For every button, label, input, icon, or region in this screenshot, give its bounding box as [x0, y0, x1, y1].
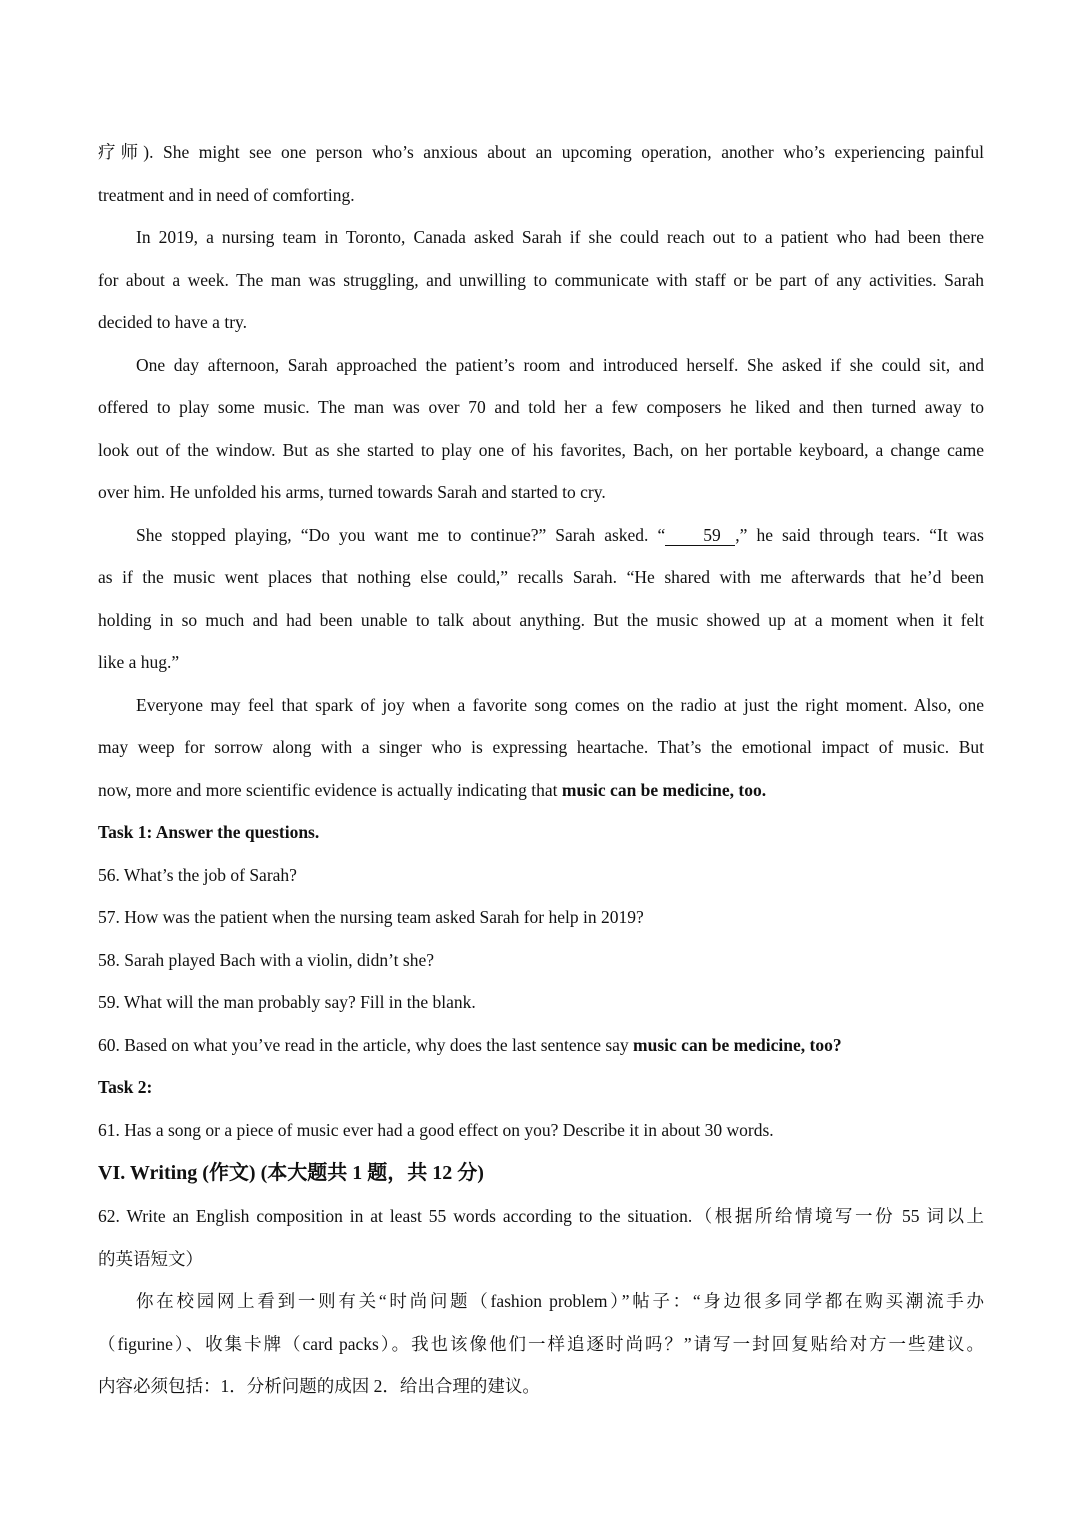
passage-line: In 2019, a nursing team in Toronto, Canada asked Sarah if she could reach out to a patient who had been there	[136, 227, 984, 247]
passage-text: She stopped playing, “Do you want me to continue?” Sarah asked. “	[136, 524, 666, 545]
key-phrase: music can be medicine, too.	[561, 779, 767, 800]
passage-text: now, more and more scientific evidence is actually indicating that	[98, 779, 562, 800]
passage-line: treatment and in need of comforting.	[98, 184, 355, 205]
passage-line: One day afternoon, Sarah approached the patient’s room and introduced herself. She asked if she could sit, and	[136, 354, 984, 375]
question-58: 58. Sarah played Bach with a violin, didn’t she?	[98, 949, 434, 970]
question-text: 60. Based on what you’ve read in the article, why does the last sentence say	[98, 1034, 634, 1055]
task1-heading: Task 1: Answer the questions.	[98, 822, 320, 842]
passage-line: decided to have a try.	[98, 312, 248, 332]
passage-line: for about a week. The man was struggling, and unwilling to communicate with staff or be part of any activities. Sarah	[98, 269, 984, 290]
question-62-cont: 的英语短文）	[98, 1248, 203, 1269]
passage-line: Everyone may feel that spark of joy when a favorite song comes on the radio at just the right moment. Also, one	[136, 694, 984, 715]
writing-prompt: 你在校园网上看到一则有关“时尚问题（fashion problem）”帖子：“身边很多同学都在购买潮流手办	[136, 1291, 984, 1311]
question-56: 56. What’s the job of Sarah?	[98, 864, 297, 885]
passage-line: may weep for sorrow along with a singer who is expressing heartache. That’s the emotional impact of music. But	[98, 737, 984, 757]
writing-prompt: 内容必须包括：1．分析问题的成因 2．给出合理的建议。	[98, 1376, 540, 1396]
passage-line: over him. He unfolded his arms, turned towards Sarah and started to cry.	[98, 482, 606, 502]
passage-line	[98, 769, 984, 812]
writing-section-heading: VI. Writing (作文) (本大题共 1 题，共 12 分)	[98, 1162, 484, 1184]
question-61: 61. Has a song or a piece of music ever had a good effect on you? Describe it in about 30 words.	[98, 1119, 774, 1140]
task2-heading: Task 2:	[98, 1077, 153, 1097]
passage-line: offered to play some music. The man was over 70 and told her a few composers he liked and then turned away to	[98, 397, 984, 417]
passage-line: look out of the window. But as she started to play one of his favorites, Bach, on her portable keyboard, a change came	[98, 439, 984, 460]
question-59: 59. What will the man probably say? Fill in the blank.	[98, 992, 476, 1012]
question-60	[98, 1024, 984, 1067]
writing-prompt: （figurine）、收集卡牌（card packs）。我也该像他们一样追逐时尚吗？”请写一封回复贴给对方一些建议。	[98, 1333, 984, 1354]
page-content	[98, 131, 984, 1408]
passage-line: holding in so much and had been unable to talk about anything. But the music showed up at a moment when it felt	[98, 609, 984, 630]
passage-line: 疗师). She might see one person who’s anxious about an upcoming operation, another who’s experiencing painful	[98, 142, 984, 162]
passage-line-with-blank	[98, 514, 984, 557]
passage-text: ,” he said through tears. “It was	[735, 524, 984, 545]
passage-line: as if the music went places that nothing else could,” recalls Sarah. “He shared with me afterwards that he’d been	[98, 567, 984, 587]
question-62: 62. Write an English composition in at least 55 words according to the situation.（根据所给情境写一份 55 词以上	[98, 1206, 984, 1226]
question-57: 57. How was the patient when the nursing team asked Sarah for help in 2019?	[98, 907, 644, 927]
answer-blank-59: 59	[665, 525, 735, 546]
passage-line: like a hug.”	[98, 652, 180, 672]
key-phrase: music can be medicine, too?	[633, 1034, 842, 1055]
